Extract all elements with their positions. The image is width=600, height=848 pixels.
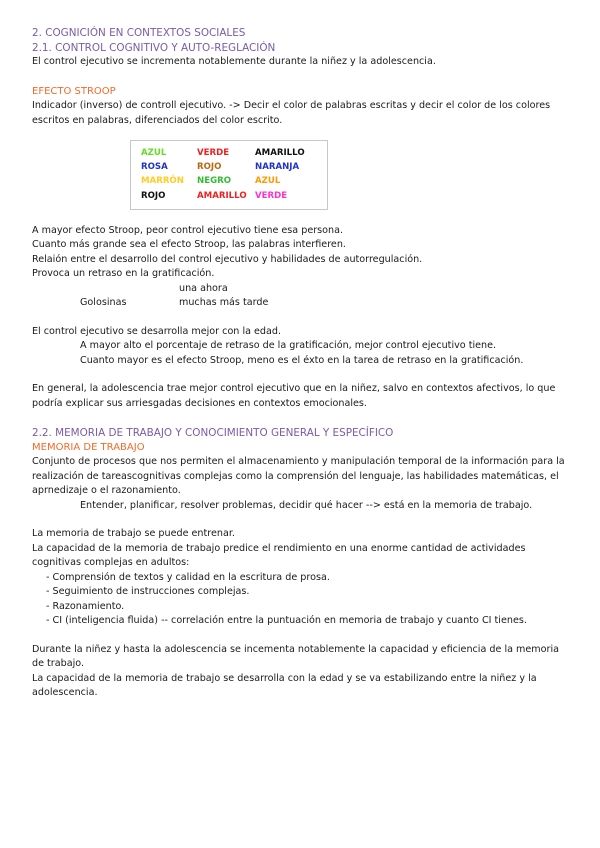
stroop-row	[141, 189, 319, 203]
working-memory-predict: La capacidad de la memoria de trabajo predice el rendimiento en una enorme cantidad de actividades cognitivas complejas en adultos:	[32, 542, 526, 569]
stroop-row	[141, 160, 319, 174]
stroop-note: Relaión entre el desarrollo del control ejecutivo y habilidades de autorregulación.	[32, 253, 423, 265]
stroop-description: Indicador (inverso) de controll ejecutivo. -> Decir el color de palabras escritas y decir el color de los colores escritos en palabras, diferenciados del color escrito.	[32, 100, 551, 126]
list-item: - Seguimiento de instrucciones complejas.	[46, 585, 572, 600]
section-title: 2. COGNICIÓN EN CONTEXTOS SOCIALES	[32, 27, 246, 39]
general-paragraph: En general, la adolescencia trae mejor control ejecutivo que en la niñez, salvo en contextos afectivos, lo que podría explicar sus arriesgadas decisiones en contextos emocionales.	[32, 383, 556, 409]
stroop-word: AZUL	[255, 176, 281, 187]
list-item: - Comprensión de textos y calidad en la escritura de prosa.	[46, 571, 572, 586]
list-item: - Razonamiento.	[46, 600, 572, 615]
stroop-notes	[32, 224, 572, 282]
working-memory-heading: MEMORIA DE TRABAJO	[32, 441, 145, 453]
stroop-row	[141, 174, 319, 188]
stroop-word: ROJO	[141, 190, 166, 201]
stroop-color-grid	[130, 140, 328, 210]
subsection-title-memory: 2.2. MEMORIA DE TRABAJO Y CONOCIMIENTO GENERAL Y ESPECÍFICO	[32, 427, 394, 440]
delay-now: una ahora	[179, 282, 228, 294]
stroop-word: NARANJA	[255, 162, 300, 173]
working-memory-train: La memoria de trabajo se puede entrenar.	[32, 528, 235, 540]
control-intro: El control ejecutivo se incrementa notablemente durante la niñez y la adolescencia.	[32, 56, 436, 67]
delay-later-row	[32, 296, 572, 311]
age-point-1: A mayor alto el porcentaje de retraso de la gratificación, mejor control ejecutivo tiene.	[80, 340, 497, 352]
stroop-word: AMARILLO	[197, 190, 247, 201]
working-memory-development-2: La capacidad de la memoria de trabajo se desarrolla con la edad y se va estabilizando entre la niñez y la adolescencia.	[32, 672, 537, 699]
working-memory-list	[32, 571, 572, 629]
document-page	[32, 26, 572, 701]
stroop-word: ROJO	[197, 162, 222, 173]
delay-label: Golosinas	[80, 297, 127, 309]
delay-later: muchas más tarde	[179, 297, 269, 309]
list-item: - CI (inteligencia fluida) -- correlación entre la puntuación en memoria de trabajo y cuanto CI tienes.	[46, 614, 572, 629]
stroop-word: MARRÓN	[141, 176, 184, 187]
stroop-note: Provoca un retraso en la gratificación.	[32, 268, 215, 280]
age-point-2: Cuanto mayor es el efecto Stroop, meno es el éxto en la tarea de retraso en la gratificación.	[80, 354, 524, 366]
working-memory-definition: Conjunto de procesos que nos permiten el almacenamiento y manipulación temporal de la información para la realización de tareascognitivas complejas como la comprensión del lenguaje, las habilidades matemáticas, el aprnedizaje o el razonamiento.	[32, 456, 565, 497]
stroop-note: Cuanto más grande sea el efecto Stroop, las palabras interfieren.	[32, 239, 346, 251]
working-memory-example: Entender, planificar, resolver problemas, decidir qué hacer --> está en la memoria de trabajo.	[80, 499, 533, 511]
stroop-word: AZUL	[141, 148, 167, 158]
delay-now-row	[32, 282, 572, 297]
stroop-word: NEGRO	[197, 176, 232, 187]
stroop-word: ROSA	[141, 162, 168, 173]
stroop-word: AMARILLO	[255, 148, 305, 158]
stroop-word: VERDE	[255, 190, 288, 201]
subsection-title-control: 2.1. CONTROL COGNITIVO Y AUTO-REGLACIÓN	[32, 41, 276, 54]
age-line: El control ejecutivo se desarrolla mejor con la edad.	[32, 325, 282, 337]
stroop-heading: EFECTO STROOP	[32, 85, 116, 97]
working-memory-development-1: Durante la niñez y hasta la adolescencia se incementa notablemente la capacidad y eficiencia de la memoria de trabajo.	[32, 643, 559, 670]
stroop-row	[141, 146, 319, 160]
stroop-note: A mayor efecto Stroop, peor control ejecutivo tiene esa persona.	[32, 224, 344, 236]
stroop-word: VERDE	[197, 148, 230, 158]
